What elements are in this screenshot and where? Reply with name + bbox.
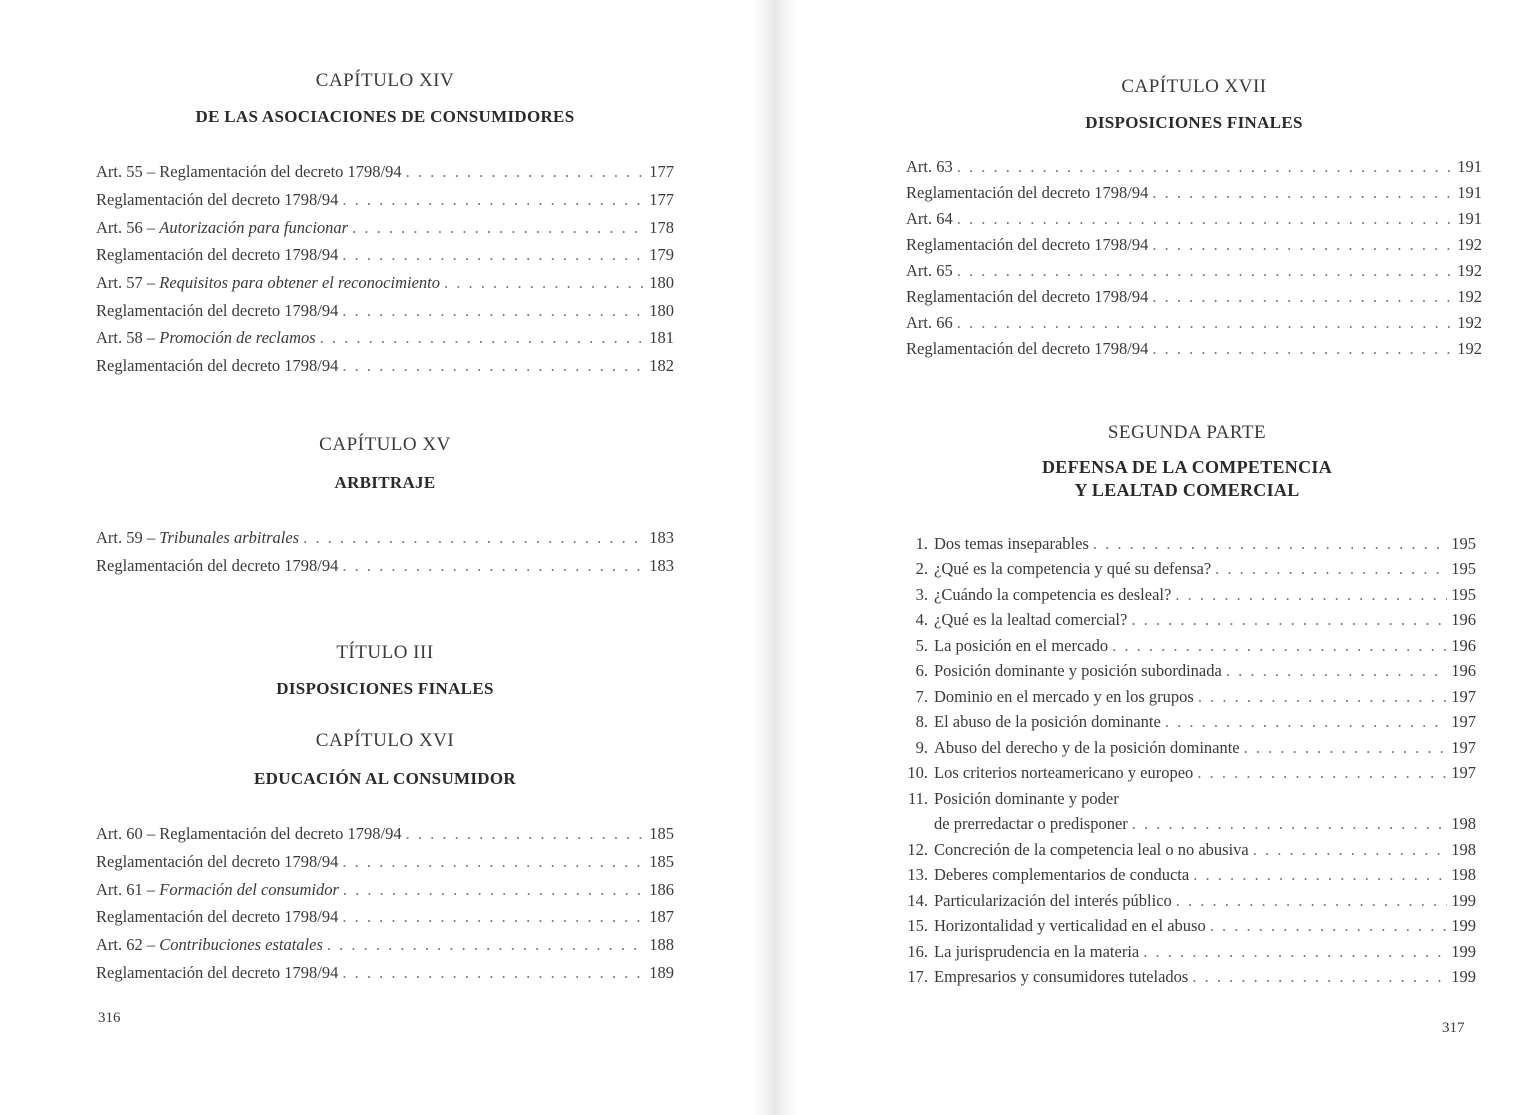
entry-number: 10.: [907, 763, 928, 783]
chapter-title: CAPÍTULO XV: [319, 434, 451, 455]
toc-entry: [898, 531, 1476, 557]
chapter-heading: DISPOSICIONES FINALES: [1085, 113, 1303, 132]
entry-title: Reglamentación del decreto 1798/94: [96, 555, 339, 575]
entry-number: 11.: [907, 788, 928, 808]
entry-title: Formación del consumidor: [159, 879, 339, 899]
toc-entry: [96, 848, 674, 876]
entry-title: El abuso de la posición dominante: [934, 712, 1161, 732]
dot-leader: [342, 297, 645, 325]
toc-entry-continuation: [898, 811, 1476, 837]
toc-entry: [96, 158, 674, 186]
entry-title: Reglamentación del decreto 1798/94: [96, 245, 339, 265]
toc-entry: [96, 186, 674, 214]
entry-page-number: 199: [1451, 916, 1476, 936]
entry-page-number: 198: [1451, 865, 1476, 885]
page-number: 317: [1442, 1020, 1465, 1036]
entry-label: [96, 959, 338, 987]
entry-label: Art. 65: [906, 261, 953, 281]
entry-title: ¿Qué es la lealtad comercial?: [934, 610, 1128, 630]
toc-list: [96, 820, 674, 986]
entry-page-number: 195: [1451, 559, 1476, 579]
entry-title: Deberes complementarios de conducta: [934, 865, 1190, 885]
dot-leader: [1112, 633, 1447, 659]
dot-leader: [1197, 760, 1447, 786]
toc-list: [96, 158, 674, 380]
entry-page-number: 199: [1451, 890, 1476, 910]
entry-number: 6.: [915, 661, 928, 681]
entry-title: Particularización del interés público: [934, 890, 1172, 910]
chapter-xiv-block: [96, 70, 674, 380]
dot-leader: [342, 352, 645, 380]
entry-title: Dos temas inseparables: [934, 533, 1089, 553]
entry-label: [898, 709, 1161, 735]
dot-leader: [1215, 556, 1447, 582]
entry-label: Art. 63: [906, 157, 953, 177]
toc-entry: [96, 241, 674, 269]
entry-label: [898, 531, 1089, 557]
page-number: 316: [98, 1010, 121, 1026]
entry-page-number: 188: [649, 935, 674, 954]
toc-entry: [906, 336, 1482, 362]
entry-page-number: 197: [1451, 763, 1476, 783]
entry-article: Art. 61 –: [96, 879, 160, 899]
entry-page-number: 195: [1451, 533, 1476, 553]
entry-label: [96, 324, 316, 352]
entry-title-continuation: de prerredactar o predisponer: [934, 814, 1128, 834]
entry-label: [96, 848, 338, 876]
entry-title: Reglamentación del decreto 1798/94: [96, 189, 339, 209]
toc-entry: [898, 888, 1476, 914]
entry-label: Reglamentación del decreto 1798/94: [906, 287, 1149, 307]
entry-label: [96, 876, 339, 904]
dot-leader: [342, 848, 645, 876]
entry-title: Reglamentación del decreto 1798/94: [159, 162, 402, 182]
toc-entry: [96, 931, 674, 959]
entry-label: [898, 786, 1119, 812]
entry-page-number: 195: [1451, 584, 1476, 604]
toc-entry: [96, 324, 674, 352]
entry-label: [898, 735, 1240, 761]
toc-entry: [96, 552, 674, 580]
entry-page-number: 192: [1457, 261, 1482, 281]
entry-title: Posición dominante y posición subordinada: [934, 661, 1222, 681]
entry-title: Reglamentación del decreto 1798/94: [159, 824, 402, 844]
entry-title: Empresarios y consumidores tutelados: [934, 967, 1189, 987]
toc-entry: [96, 297, 674, 325]
entry-page-number: 177: [649, 162, 674, 182]
entry-page-number: 197: [1451, 712, 1476, 732]
chapter-heading: DE LAS ASOCIACIONES DE CONSUMIDORES: [195, 107, 575, 126]
toc-list: [96, 524, 674, 579]
dot-leader: [1165, 709, 1447, 735]
entry-page-number: 196: [1451, 661, 1476, 681]
dot-leader: [1226, 658, 1447, 684]
entry-page-number: 191: [1457, 157, 1482, 177]
toc-entry: [906, 206, 1482, 232]
entry-number: 4.: [915, 610, 928, 630]
entry-number: 2.: [915, 559, 928, 579]
chapter-xvii-block: [906, 76, 1482, 362]
entry-title: Posición dominante y poder: [934, 788, 1119, 808]
toc-entry: [96, 352, 674, 380]
entry-page-number: 186: [649, 879, 674, 899]
toc-entry: [96, 214, 674, 242]
toc-entry: [906, 180, 1482, 206]
title-heading: DISPOSICIONES FINALES: [276, 679, 494, 698]
dot-leader: [1253, 837, 1448, 863]
dot-leader: [342, 903, 645, 931]
part-title: SEGUNDA PARTE: [1107, 422, 1267, 443]
entry-title: Contribuciones estatales: [159, 935, 323, 954]
toc-entry: [898, 837, 1476, 863]
toc-entry: [898, 964, 1476, 990]
entry-title: Reglamentación del decreto 1798/94: [96, 851, 339, 871]
toc-entry: [96, 524, 674, 552]
entry-label: [96, 241, 338, 269]
entry-page-number: 197: [1451, 686, 1476, 706]
entry-title: Dominio en el mercado y en los grupos: [934, 686, 1194, 706]
entry-title: La posición en el mercado: [934, 635, 1109, 655]
entry-title: Horizontalidad y verticalidad en el abuso: [934, 916, 1206, 936]
entry-page-number: 196: [1451, 610, 1476, 630]
entry-page-number: 191: [1457, 183, 1482, 203]
dot-leader: [342, 959, 645, 987]
toc-entry: [906, 310, 1482, 336]
entry-label: Reglamentación del decreto 1798/94: [906, 183, 1149, 203]
entry-number: 15.: [907, 916, 928, 936]
entry-page-number: 185: [649, 851, 674, 871]
entry-number: 16.: [907, 941, 928, 961]
entry-number: 8.: [915, 712, 928, 732]
entry-number: 9.: [915, 737, 928, 757]
toc-list: [906, 154, 1482, 362]
dot-leader: [1193, 862, 1447, 888]
entry-label: [898, 939, 1139, 965]
entry-label: Reglamentación del decreto 1798/94: [906, 339, 1149, 359]
entry-page-number: 177: [649, 189, 674, 209]
dot-leader: [1175, 582, 1447, 608]
entry-article: Art. 56 –: [96, 217, 160, 237]
toc-entry: [96, 903, 674, 931]
entry-page-number: 181: [649, 328, 674, 348]
chapter-xv-block: [96, 434, 674, 580]
entry-page-number: 180: [649, 272, 674, 292]
dot-leader: [1152, 232, 1453, 258]
entry-label: [96, 903, 338, 931]
toc-entry: [898, 709, 1476, 735]
entry-number: 12.: [907, 839, 928, 859]
dot-leader: [406, 820, 646, 848]
toc-entry: [906, 284, 1482, 310]
entry-label: [898, 760, 1193, 786]
dot-leader: [303, 524, 645, 552]
dot-leader: [957, 206, 1454, 232]
dot-leader: [1132, 811, 1447, 837]
entry-page-number: 196: [1451, 635, 1476, 655]
dot-leader: [342, 241, 645, 269]
entry-label: Reglamentación del decreto 1798/94: [906, 235, 1149, 255]
dot-leader: [1244, 735, 1448, 761]
entry-title: Promoción de reclamos: [159, 328, 316, 348]
toc-entry: [898, 556, 1476, 582]
dot-leader: [1210, 913, 1448, 939]
entry-title: Los criterios norteamericano y europeo: [934, 763, 1194, 783]
titulo-iii-block: [96, 642, 674, 986]
part-heading-line1: DEFENSA DE LA COMPETENCIA: [1041, 457, 1333, 477]
entry-page-number: 198: [1451, 814, 1476, 834]
toc-entry: [898, 633, 1476, 659]
toc-entry: [898, 684, 1476, 710]
entry-label: [96, 186, 338, 214]
entry-page-number: 178: [649, 217, 674, 237]
entry-page-number: 179: [649, 245, 674, 265]
entry-number: 13.: [907, 865, 928, 885]
entry-page-number: 192: [1457, 287, 1482, 307]
entry-title: La jurisprudencia en la materia: [934, 941, 1140, 961]
entry-article: Art. 55 –: [96, 162, 160, 182]
entry-article: Art. 57 –: [96, 272, 160, 292]
entry-number: 14.: [907, 890, 928, 910]
entry-label: [898, 556, 1211, 582]
toc-list: [898, 531, 1476, 990]
toc-entry: [898, 607, 1476, 633]
dot-leader: [406, 158, 646, 186]
dot-leader: [1152, 284, 1453, 310]
toc-entry: [898, 786, 1476, 812]
entry-label: [898, 913, 1206, 939]
entry-page-number: 180: [649, 300, 674, 320]
chapter-heading: EDUCACIÓN AL CONSUMIDOR: [254, 769, 516, 789]
entry-label: [898, 633, 1108, 659]
dot-leader: [1131, 607, 1447, 633]
entry-label: Art. 66: [906, 313, 953, 333]
toc-entry: [898, 939, 1476, 965]
dot-leader: [342, 186, 645, 214]
chapter-title: CAPÍTULO XVII: [1121, 76, 1267, 97]
entry-title: ¿Qué es la competencia y qué su defensa?: [934, 559, 1212, 579]
entry-article: Art. 60 –: [96, 824, 160, 844]
dot-leader: [1192, 964, 1447, 990]
toc-entry: [906, 232, 1482, 258]
entry-label: [96, 352, 338, 380]
entry-page-number: 199: [1451, 941, 1476, 961]
entry-label: [96, 214, 348, 242]
dot-leader: [320, 324, 646, 352]
entry-title: Reglamentación del decreto 1798/94: [96, 907, 339, 927]
toc-entry: [898, 760, 1476, 786]
entry-number: 7.: [915, 686, 928, 706]
toc-entry: [96, 820, 674, 848]
entry-article: Art. 59 –: [96, 528, 160, 548]
entry-label: [96, 552, 338, 580]
toc-entry: [96, 876, 674, 904]
entry-page-number: 197: [1451, 737, 1476, 757]
entry-title: Autorización para funcionar: [159, 217, 349, 237]
toc-entry: [898, 913, 1476, 939]
entry-label: [96, 820, 402, 848]
dot-leader: [1176, 888, 1447, 914]
dot-leader: [957, 310, 1454, 336]
dot-leader: [327, 931, 645, 959]
entry-number: 5.: [915, 635, 928, 655]
chapter-heading: ARBITRAJE: [334, 473, 436, 492]
segunda-parte-block: [898, 422, 1476, 990]
entry-page-number: 199: [1451, 967, 1476, 987]
toc-entry: [898, 735, 1476, 761]
dot-leader: [1143, 939, 1447, 965]
entry-page-number: 192: [1457, 313, 1482, 333]
entry-label: [898, 684, 1194, 710]
entry-title: Tribunales arbitrales: [159, 528, 300, 548]
entry-page-number: 183: [649, 555, 674, 575]
toc-entry: [96, 269, 674, 297]
part-heading-line2: Y LEALTAD COMERCIAL: [1074, 480, 1300, 501]
entry-page-number: 185: [649, 824, 674, 844]
entry-page-number: 192: [1457, 235, 1482, 255]
entry-title: Requisitos para obtener el reconocimiento: [159, 272, 440, 292]
left-page: [0, 0, 760, 1115]
entry-page-number: 192: [1457, 339, 1482, 359]
entry-label: [96, 931, 323, 959]
dot-leader: [1093, 531, 1447, 557]
entry-title: Abuso del derecho y de la posición dominante: [934, 737, 1240, 757]
entry-page-number: 191: [1457, 209, 1482, 229]
title-label: TÍTULO III: [336, 642, 434, 663]
toc-entry: [898, 862, 1476, 888]
entry-label: [898, 582, 1171, 608]
toc-entry: [898, 658, 1476, 684]
entry-label: Art. 64: [906, 209, 953, 229]
dot-leader: [1152, 336, 1453, 362]
entry-title: Reglamentación del decreto 1798/94: [96, 300, 339, 320]
entry-number: 17.: [907, 967, 928, 987]
entry-label: [96, 269, 440, 297]
toc-entry: [906, 258, 1482, 284]
entry-page-number: 189: [649, 962, 674, 982]
entry-label: [898, 888, 1172, 914]
toc-entry: [906, 154, 1482, 180]
entry-label: [898, 862, 1189, 888]
dot-leader: [957, 258, 1454, 284]
entry-page-number: 182: [649, 356, 674, 376]
entry-page-number: 183: [649, 528, 674, 548]
right-page: [780, 0, 1536, 1115]
entry-article: Art. 62 –: [96, 935, 160, 954]
chapter-title: CAPÍTULO XIV: [315, 70, 455, 91]
dot-leader: [352, 214, 645, 242]
entry-label: [96, 297, 338, 325]
entry-label: [96, 524, 299, 552]
dot-leader: [957, 154, 1454, 180]
entry-number: 3.: [915, 584, 928, 604]
dot-leader: [1152, 180, 1453, 206]
entry-title: Reglamentación del decreto 1798/94: [96, 962, 339, 982]
dot-leader: [342, 552, 645, 580]
entry-page-number: 187: [649, 907, 674, 927]
entry-label: [898, 607, 1127, 633]
entry-label: [898, 837, 1249, 863]
entry-title: Reglamentación del decreto 1798/94: [96, 356, 339, 376]
entry-title: Concreción de la competencia leal o no abusiva: [934, 839, 1249, 859]
entry-article: Art. 58 –: [96, 328, 160, 348]
entry-label: [898, 964, 1188, 990]
dot-leader: [444, 269, 645, 297]
dot-leader: [1198, 684, 1447, 710]
toc-entry: [898, 582, 1476, 608]
entry-page-number: 198: [1451, 839, 1476, 859]
entry-label: [898, 658, 1222, 684]
entry-label: [96, 158, 402, 186]
chapter-title: CAPÍTULO XVI: [315, 730, 455, 752]
toc-entry: [96, 959, 674, 987]
dot-leader: [343, 876, 645, 904]
entry-number: 1.: [915, 533, 928, 553]
entry-title: ¿Cuándo la competencia es desleal?: [934, 584, 1172, 604]
